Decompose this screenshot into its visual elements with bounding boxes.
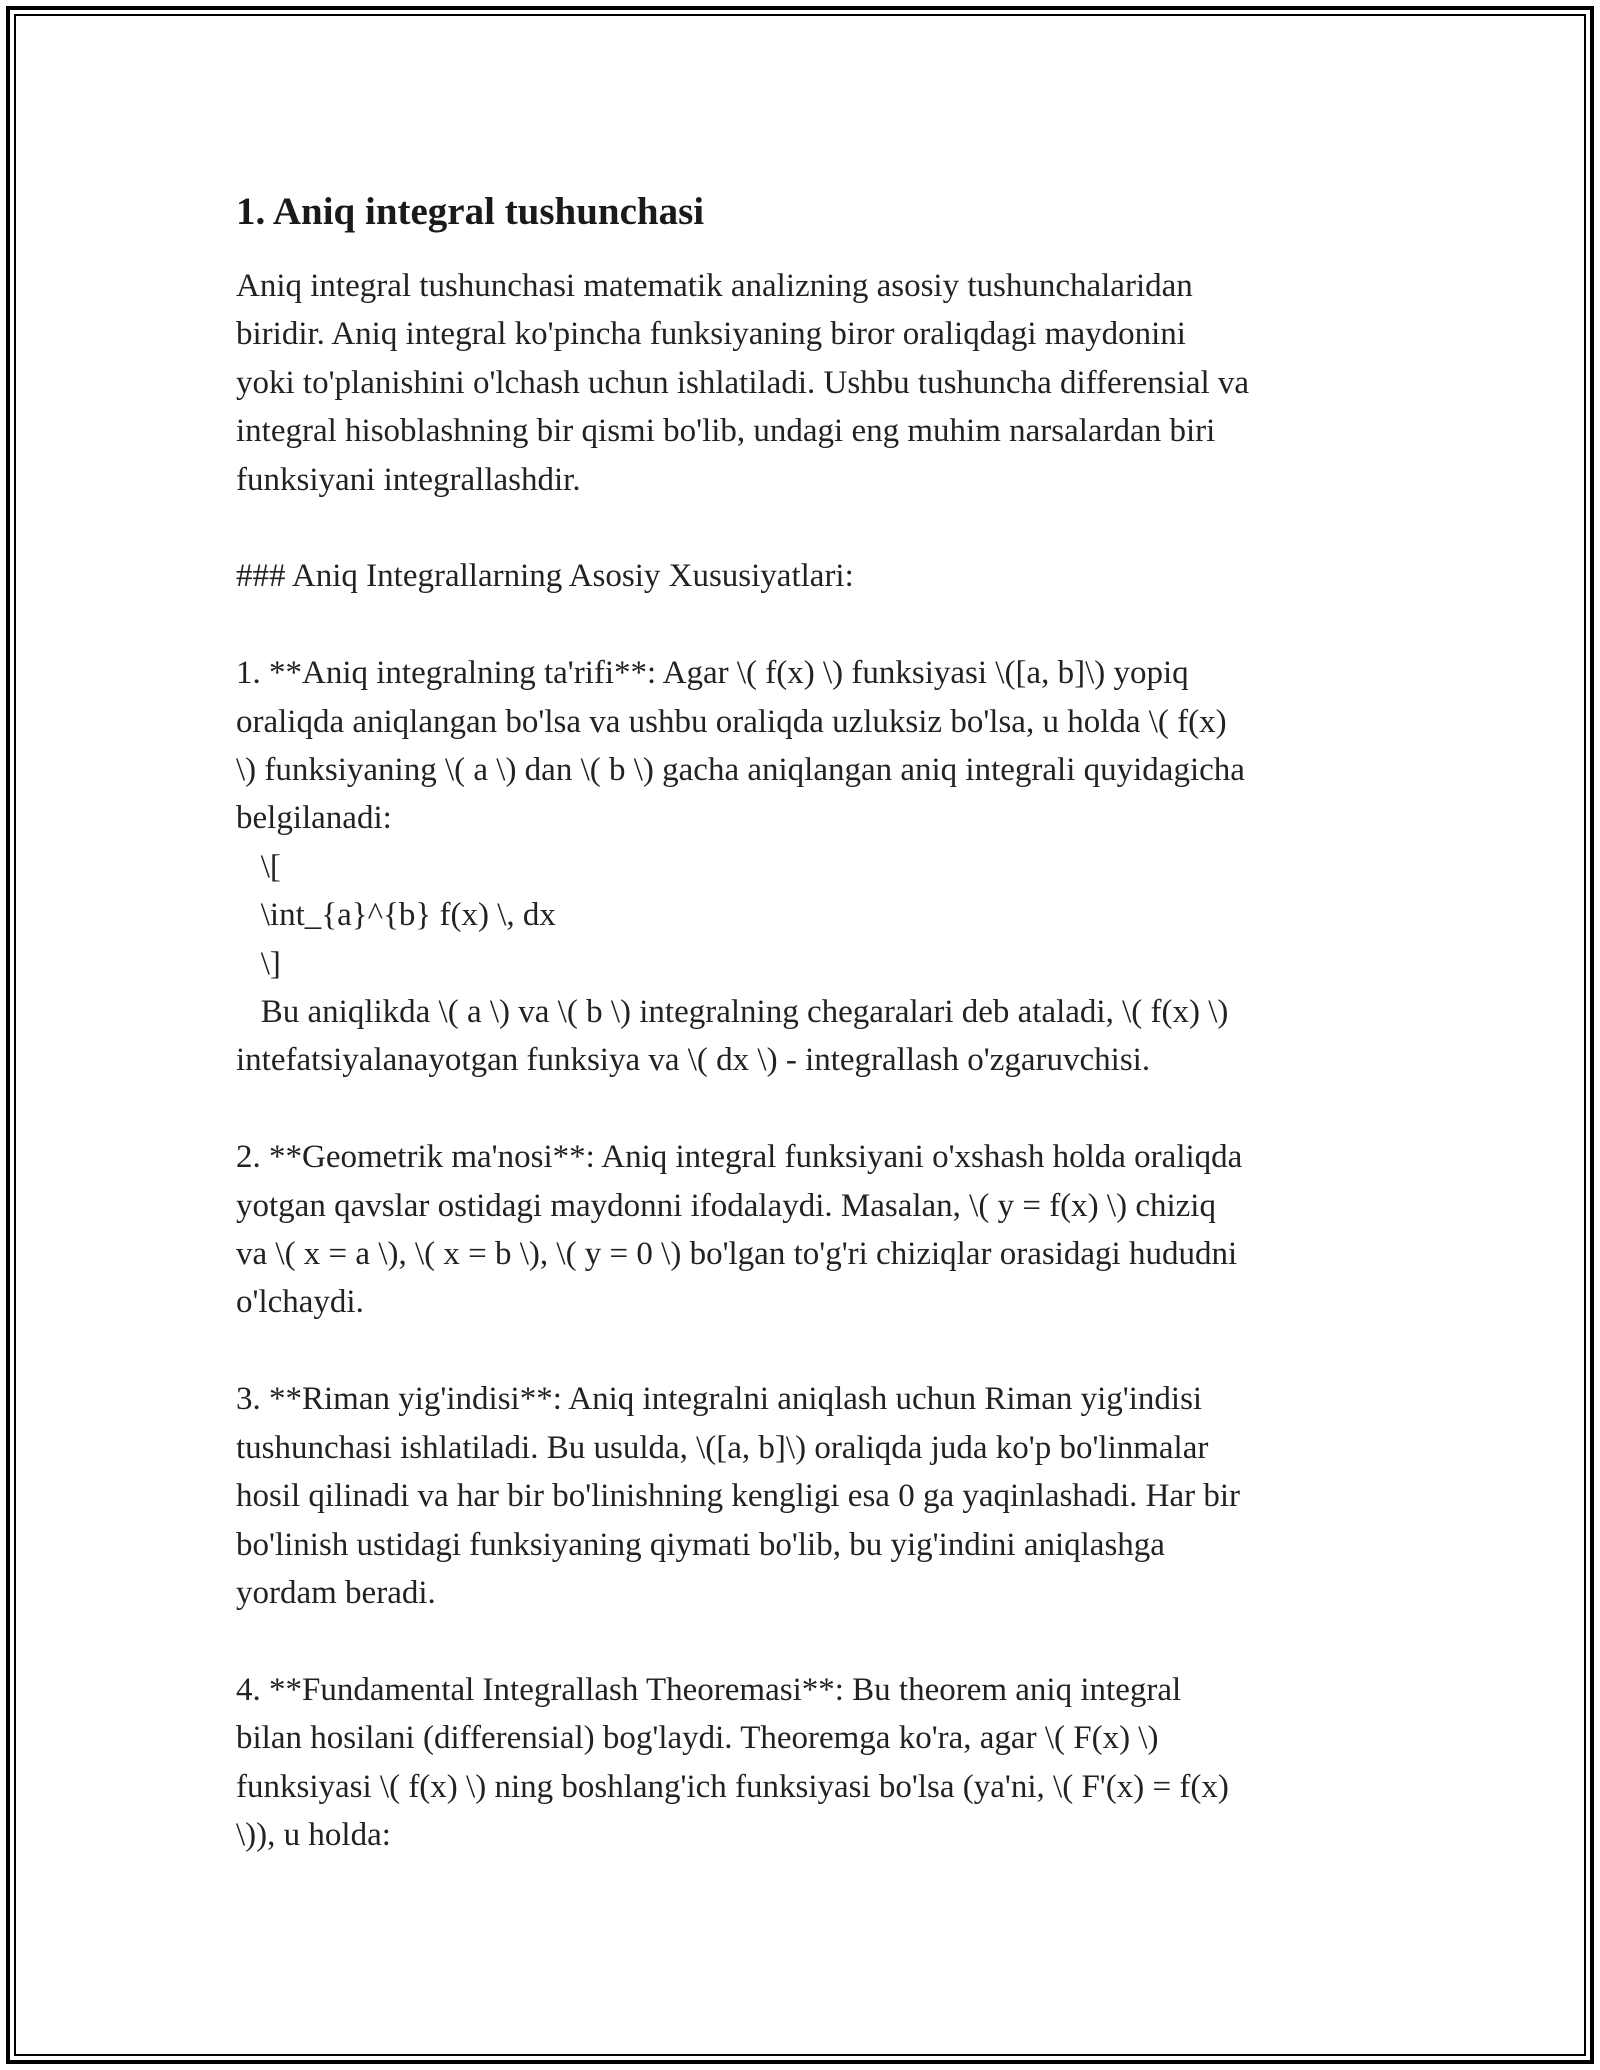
list-item-geometric-meaning: 2. **Geometrik ma'nosi**: Aniq integral funksiyani o'xshash holda oraliqda yotgan qavslar ostidagi maydonni ifodalaydi. Masalan, \( y = f(x) \) chiziq va \( x = a \), \( x = b \), \( y = 0 \) bo'lgan to'g'ri chiziqlar orasidagi hududni o'lchaydi. bbox=[236, 1139, 1243, 1321]
spacer bbox=[236, 1617, 1386, 1665]
spacer bbox=[236, 1085, 1386, 1133]
document-title: 1. Aniq integral tushunchasi bbox=[236, 190, 705, 233]
document-body bbox=[236, 188, 1386, 1859]
intro-paragraph: Aniq integral tushunchasi matematik analizning asosiy tushunchalaridan biridir. Aniq integral ko'pincha funksiyaning biror oraliqdagi maydonini yoki to'planishini o'lchash uchun ishlatiladi. Ushbu tushuncha differensial va integral hisoblashning bir qismi bo'lib, undagi eng muhim narsalardan biri funksiyani integrallashdir. bbox=[236, 268, 1250, 498]
spacer bbox=[236, 1327, 1386, 1375]
list-item-riemann-sum: 3. **Riman yig'indisi**: Aniq integralni aniqlash uchun Riman yig'indisi tushunchasi ishlatiladi. Bu usulda, \([a, b]\) oraliqda juda ko'p bo'linmalar hosil qilinadi va har bir bo'linishning kengligi esa 0 ga yaqinlashadi. Har bir bo'linish ustidagi funksiyaning qiymati bo'lib, bu yig'indini aniqlashga yordam beradi. bbox=[236, 1381, 1241, 1611]
list-item-definition: 1. **Aniq integralning ta'rifi**: Agar \( f(x) \) funksiyasi \([a, b]\) yopiq oraliqda aniqlangan bo'lsa va ushbu oraliqda uzluksiz bo'lsa, u holda \( f(x) \) funksiyaning \( a \) dan \( b \) gacha aniqlangan aniq integrali quyidagicha belgilanadi: \[ \int_{a}^{b} f(x) \, dx \] Bu aniqlikda \( a \) va \( b \) integralning chegaralari deb ataladi, \( f(x) \) intefatsiyalanayotgan funksiya va \( dx \) - integrallash o'zgaruvchisi. bbox=[236, 655, 1245, 1079]
subheading-text: ### Aniq Integrallarning Asosiy Xususiyatlari: bbox=[236, 558, 854, 595]
spacer bbox=[236, 504, 1386, 552]
list-item-fundamental-theorem: 4. **Fundamental Integrallash Theoremasi**: Bu theorem aniq integral bilan hosilani (differensial) bog'laydi. Theoremga ko'ra, agar \( F(x) \) funksiyasi \( f(x) \) ning boshlang'ich funksiyasi bo'lsa (ya'ni, \( F'(x) = f(x) \)), u holda: bbox=[236, 1671, 1229, 1853]
spacer bbox=[236, 601, 1386, 649]
